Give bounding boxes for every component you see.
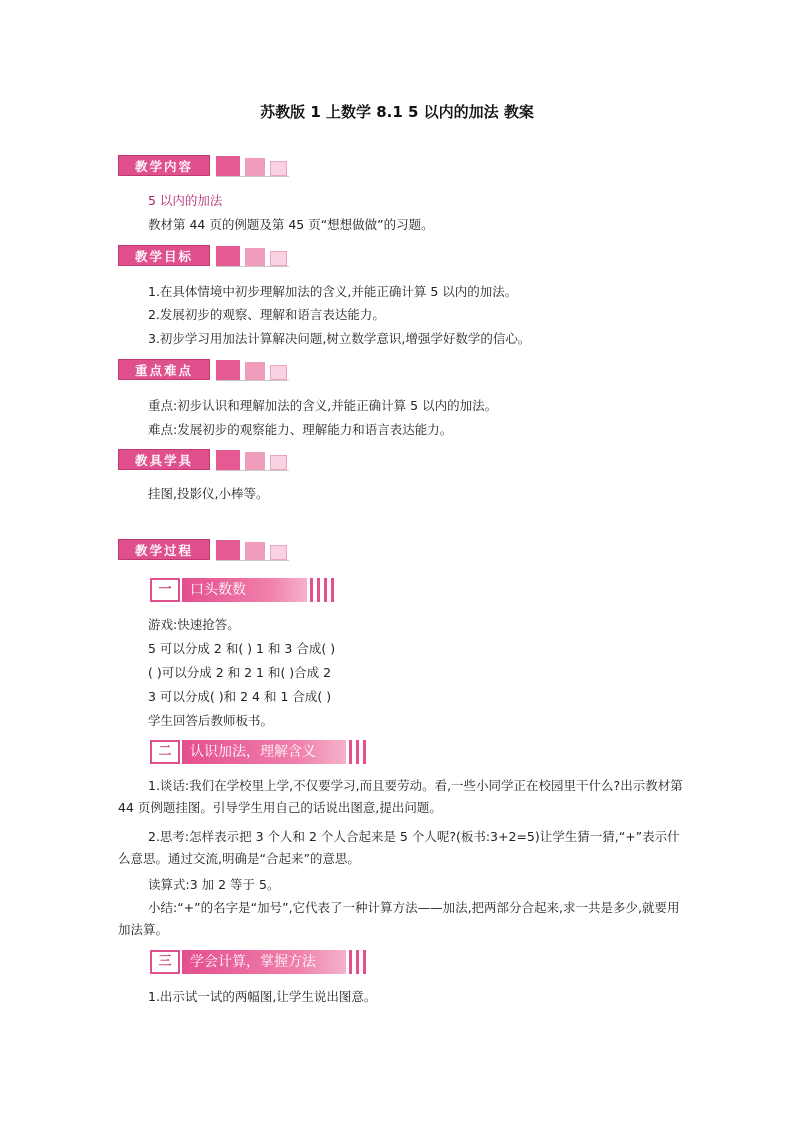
- step2-paragraph: 2.思考:怎样表示把 3 个人和 2 个人合起来是 5 个人呢?(板书:3+2=5)让学生猜一猜,“+”表示什么意思。通过交流,明确是“合起来”的意思。: [118, 829, 680, 866]
- decor-line: [216, 470, 289, 471]
- decor-line: [216, 560, 289, 561]
- step1-line: 学生回答后教师板书。: [148, 713, 274, 728]
- step-title: 学会计算，掌握方法: [182, 950, 346, 974]
- keypoint-item: 重点:初步认识和理解加法的含义,并能正确计算 5 以内的加法。: [148, 398, 498, 413]
- decor-square: [245, 452, 265, 470]
- decor-square: [245, 248, 265, 266]
- step1-line: 5 可以分成 2 和( ) 1 和 3 合成( ): [148, 641, 336, 656]
- decor-square: [245, 362, 265, 380]
- document-title: 苏教版 1 上数学 8.1 5 以内的加法 教案: [260, 103, 534, 121]
- step1-line: ( )可以分成 2 和 2 1 和( )合成 2: [148, 665, 332, 680]
- step1-line: 游戏:快速抢答。: [148, 617, 240, 632]
- step3-paragraph: 1.出示试一试的两幅图,让学生说出图意。: [148, 989, 377, 1004]
- decor-square: [270, 161, 287, 176]
- goal-item: 2.发展初步的观察、理解和语言表达能力。: [148, 307, 385, 322]
- decor-square: [270, 545, 287, 560]
- section-label: 教学内容: [118, 155, 210, 176]
- decor-line: [216, 380, 289, 381]
- decor-square: [270, 251, 287, 266]
- step2-paragraph: 1.谈话:我们在学校里上学,不仅要学习,而且要劳动。看,一些小同学正在校园里干什么?出示教材第 44 页例题挂图。引导学生用自己的话说出图意,提出问题。: [118, 778, 683, 815]
- decor-line: [216, 266, 289, 267]
- section-header-keypoints: [118, 359, 298, 381]
- decor-square: [216, 156, 240, 176]
- section-header-content: [118, 155, 298, 177]
- decor-square: [216, 360, 240, 380]
- step2-paragraph: 读算式:3 加 2 等于 5。: [148, 877, 280, 892]
- decor-square: [245, 542, 265, 560]
- tools-text: 挂图,投影仪,小棒等。: [148, 486, 269, 501]
- section-header-process: [118, 539, 298, 561]
- section-header-goals: [118, 245, 298, 267]
- decor-square: [270, 365, 287, 380]
- content-topic: 5 以内的加法: [148, 193, 223, 208]
- goal-item: 3.初步学习用加法计算解决问题,树立数学意识,增强学好数学的信心。: [148, 331, 531, 346]
- decor-square: [270, 455, 287, 470]
- section-label: 教学目标: [118, 245, 210, 266]
- step-title: 口头数数: [182, 578, 307, 602]
- keypoint-item: 难点:发展初步的观察能力、理解能力和语言表达能力。: [148, 422, 453, 437]
- step-number: 三: [150, 950, 180, 974]
- section-header-tools: [118, 449, 298, 471]
- content-material: 教材第 44 页的例题及第 45 页“想想做做”的习题。: [148, 217, 434, 232]
- step2-paragraph: 小结:“+”的名字是“加号”,它代表了一种计算方法——加法,把两部分合起来,求一共是多少,就要用加法算。: [118, 900, 680, 937]
- section-label: 重点难点: [118, 359, 210, 380]
- step1-line: 3 可以分成( )和 2 4 和 1 合成( ): [148, 689, 332, 704]
- step-number: 一: [150, 578, 180, 602]
- decor-line: [216, 176, 289, 177]
- step-number: 二: [150, 740, 180, 764]
- decor-square: [245, 158, 265, 176]
- decor-square: [216, 540, 240, 560]
- section-label: 教学过程: [118, 539, 210, 560]
- goal-item: 1.在具体情境中初步理解加法的含义,并能正确计算 5 以内的加法。: [148, 284, 518, 299]
- decor-square: [216, 246, 240, 266]
- decor-square: [216, 450, 240, 470]
- section-label: 教具学具: [118, 449, 210, 470]
- step-title: 认识加法，理解含义: [182, 740, 346, 764]
